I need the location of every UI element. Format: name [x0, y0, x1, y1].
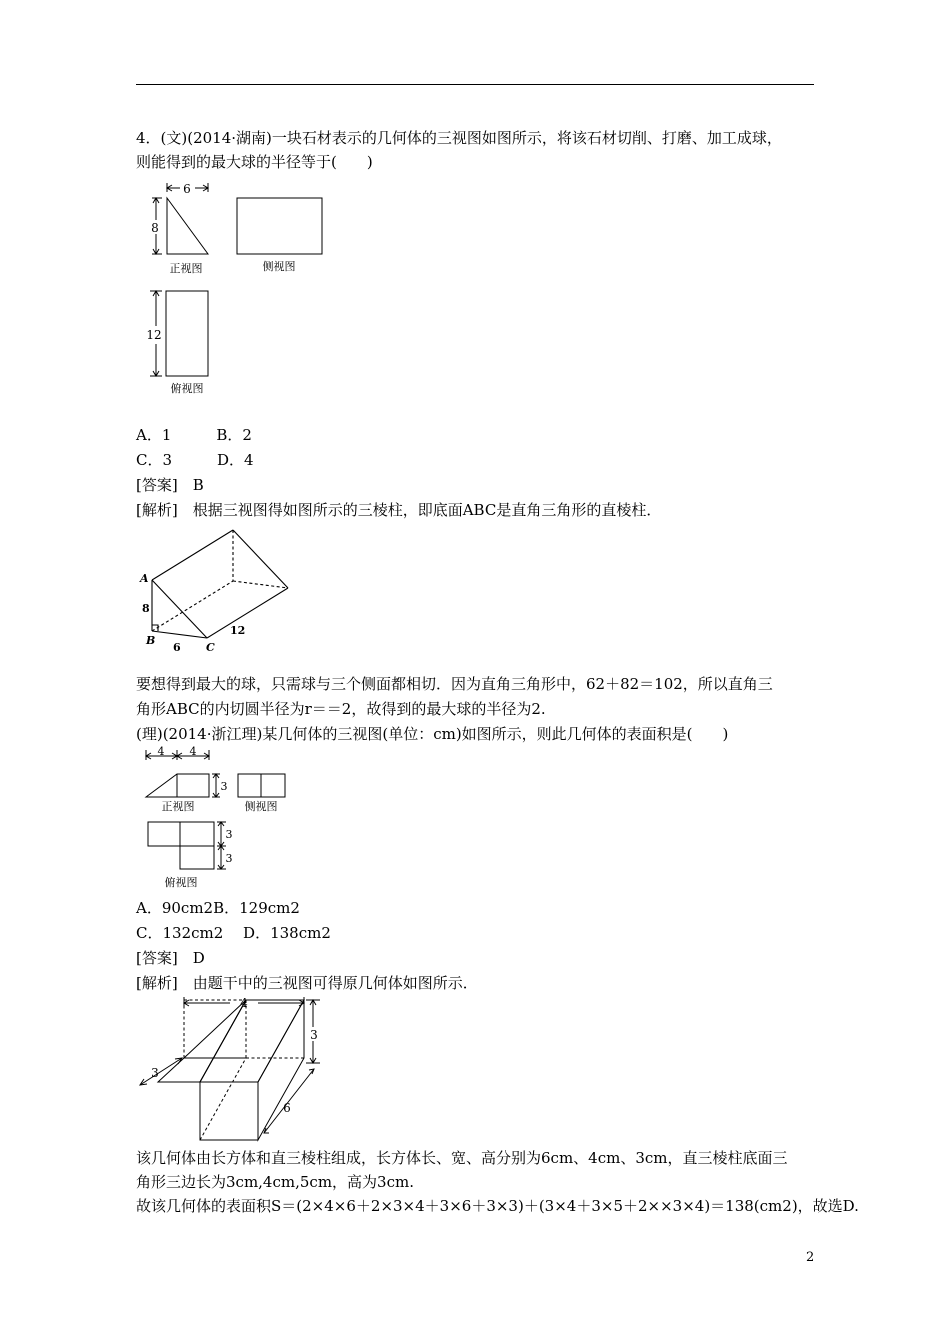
explain1-line2: 角形ABC的内切圆半径为r＝＝2，故得到的最大球的半径为2. — [136, 700, 546, 718]
three-view-figure-1 — [140, 180, 340, 400]
analysis1: [解析] 根据三视图得如图所示的三棱柱，即底面ABC是直角三角形的直棱柱． — [136, 501, 662, 519]
explain2-line2: 角形三边长为3cm,4cm,5cm，高为3cm. — [136, 1173, 414, 1191]
front-view-caption-2: 正视图 — [161, 800, 195, 813]
top-view-caption: 俯视图 — [170, 382, 204, 395]
answer1: [答案] B — [136, 476, 204, 494]
front-width-label: 6 — [183, 182, 191, 196]
composite-solid-figure — [130, 995, 330, 1140]
front-height-label: 8 — [151, 221, 159, 235]
box-right-face — [258, 1000, 304, 1140]
header-rule — [136, 84, 814, 85]
vertex-c-label: C — [206, 641, 215, 654]
vertex-b-label: B — [146, 634, 156, 647]
dimension-top-label: 4 — [240, 996, 248, 1010]
problem2-text: (理)(2014·浙江理)某几何体的三视图(单位：cm)如图所示，则此几何体的表面积是( ) — [136, 725, 729, 743]
edge-8-label: 8 — [142, 602, 150, 615]
front-top-label-1: 4 — [157, 745, 165, 758]
problem-text-line2: 则能得到的最大球的半径等于( ) — [136, 153, 373, 171]
side-view-caption: 侧视图 — [262, 260, 296, 273]
vertex-a-label: A — [140, 572, 149, 585]
three-view-figure-2 — [140, 746, 300, 896]
explain2-line3: 故该几何体的表面积S＝(2×4×6＋2×3×4＋3×6＋3×3)＋(3×4＋3×5＋2××3×4)＝138(cm2)，故选D. — [136, 1197, 859, 1215]
analysis2: [解析] 由题干中的三视图可得原几何体如图所示． — [136, 974, 478, 992]
explain2-line1: 该几何体由长方体和直三棱柱组成，长方体长、宽、高分别为6cm、4cm、3cm，直三棱柱底面三 — [136, 1149, 788, 1167]
wedge-sloped-face — [158, 1000, 246, 1082]
box-front-face — [200, 1082, 258, 1140]
options2-row1: A．90cm2B．129cm2 — [136, 899, 300, 917]
dimension-right-label: 3 — [310, 1028, 318, 1042]
dimension-bottom-label: 6 — [283, 1101, 291, 1115]
problem-text-line1: 4．(文)(2014·湖南)一块石材表示的几何体的三视图如图所示，将该石材切削、打磨、加工成球， — [136, 129, 782, 147]
dimension-left-label: 3 — [151, 1066, 159, 1080]
side-view-rect — [237, 198, 322, 254]
edge-6-label: 6 — [173, 641, 181, 654]
top-length-label: 12 — [146, 328, 162, 342]
page-number: 2 — [806, 1250, 815, 1265]
answer2: [答案] D — [136, 949, 205, 967]
top-label-1: 3 — [225, 828, 233, 841]
options1-row1: A．1 B．2 — [136, 426, 252, 444]
top-view-caption-2: 俯视图 — [164, 876, 198, 889]
edge-12-label: 12 — [230, 624, 246, 637]
top-label-2: 3 — [225, 852, 233, 865]
options1-row2: C．3 D．4 — [136, 451, 254, 469]
front-view-triangle — [167, 198, 208, 254]
options2-row2: C．132cm2 D．138cm2 — [136, 924, 331, 942]
side-view-caption-2: 侧视图 — [244, 800, 278, 813]
box-top-face — [200, 1000, 304, 1082]
front-height-label-2: 3 — [220, 780, 228, 793]
prism-figure — [135, 525, 295, 655]
front-top-label-2: 4 — [189, 745, 197, 758]
front-view-caption: 正视图 — [169, 262, 203, 275]
top-view-rect — [166, 291, 208, 376]
explain1-line1: 要想得到最大的球，只需球与三个侧面都相切．因为直角三角形中，62＋82＝102，所以直角三 — [136, 675, 773, 693]
